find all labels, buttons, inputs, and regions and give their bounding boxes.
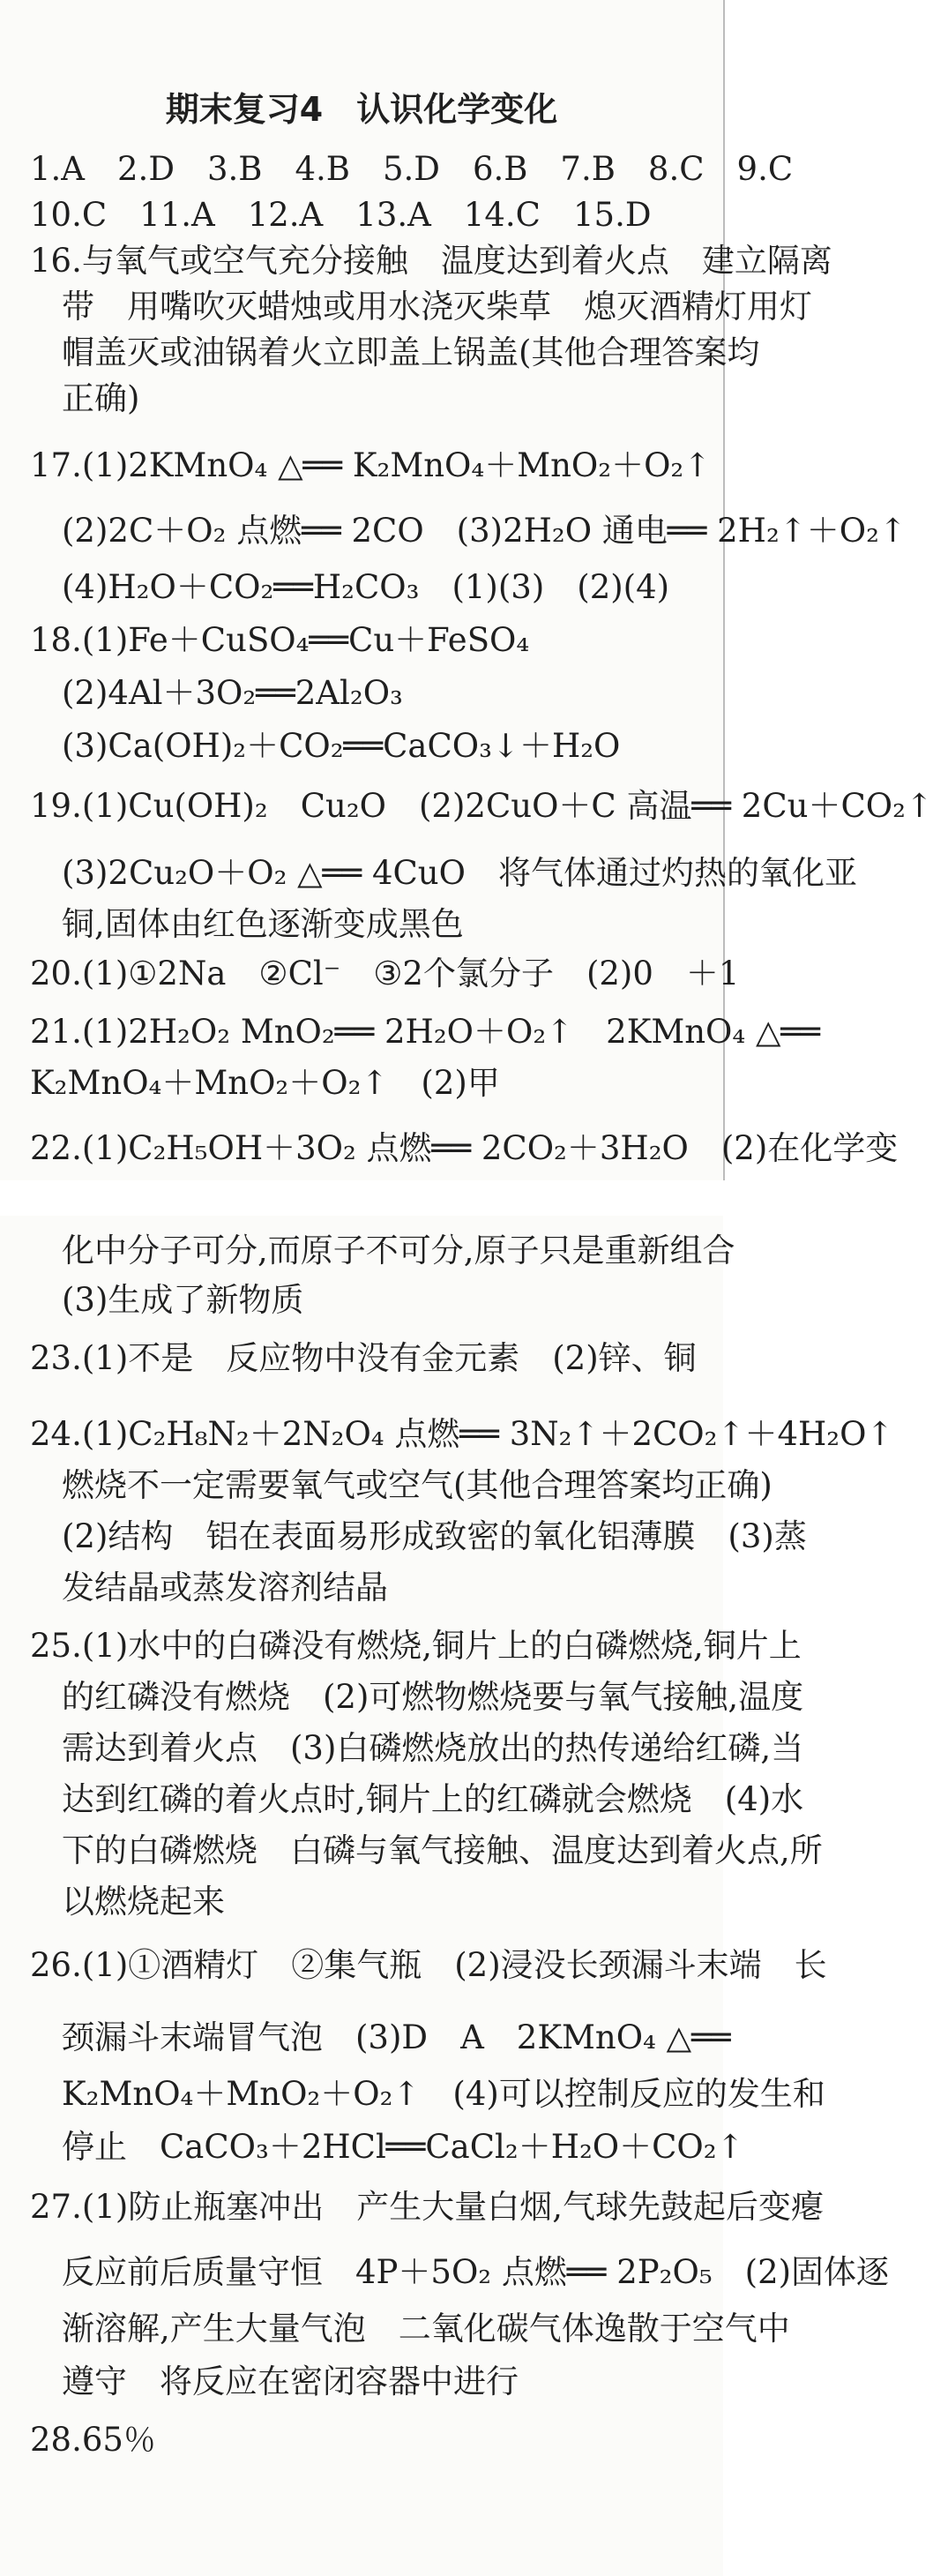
- page-title: 期末复习4 认识化学变化: [165, 90, 558, 129]
- answer-line: 带 用嘴吹灭蜡烛或用水浇灭柴草 熄灭酒精灯用灯: [62, 288, 812, 326]
- answer-line: 反应前后质量守恒 4P＋5O₂ 点燃══ 2P₂O₅ (2)固体逐: [62, 2253, 890, 2291]
- answer-line: 以燃烧起来: [62, 1883, 225, 1921]
- answer-line: 23.(1)不是 反应物中没有金元素 (2)锌、铜: [30, 1339, 697, 1377]
- answer-line: 下的白磷燃烧 白磷与氧气接触、温度达到着火点,所: [62, 1831, 823, 1869]
- answer-line: 10.C 11.A 12.A 13.A 14.C 15.D: [30, 196, 652, 234]
- answer-line: 正确): [62, 379, 140, 417]
- answer-line: (3)生成了新物质: [62, 1281, 304, 1319]
- answer-line: 的红磷没有燃烧 (2)可燃物燃烧要与氧气接触,温度: [62, 1678, 804, 1716]
- answer-line: 化中分子可分,而原子不可分,原子只是重新组合: [62, 1232, 735, 1269]
- answer-line: 17.(1)2KMnO₄ △══ K₂MnO₄＋MnO₂＋O₂↑: [30, 446, 712, 484]
- answer-line: (2)4Al＋3O₂══2Al₂O₃: [62, 674, 403, 712]
- answer-line: (2)2C＋O₂ 点燃══ 2CO (3)2H₂O 通电══ 2H₂↑＋O₂↑: [62, 512, 907, 550]
- answer-line: 燃烧不一定需要氧气或空气(其他合理答案均正确): [62, 1466, 773, 1504]
- answer-line: 达到红磷的着火点时,铜片上的红磷就会燃烧 (4)水: [62, 1780, 804, 1818]
- answer-line: 1.A 2.D 3.B 4.B 5.D 6.B 7.B 8.C 9.C: [30, 150, 794, 188]
- answer-line: 21.(1)2H₂O₂ MnO₂══ 2H₂O＋O₂↑ 2KMnO₄ △══: [30, 1013, 820, 1051]
- answer-line: 需达到着火点 (3)白磷燃烧放出的热传递给红磷,当: [62, 1729, 804, 1767]
- answer-line: 24.(1)C₂H₈N₂＋2N₂O₄ 点燃══ 3N₂↑＋2CO₂↑＋4H₂O↑: [30, 1415, 894, 1453]
- answer-card-bottom: [0, 1216, 894, 2576]
- answer-line: 帽盖灭或油锅着火立即盖上锅盖(其他合理答案均: [62, 333, 760, 371]
- answer-line: 20.(1)①2Na ②Cl⁻ ③2个氯分子 (2)0 ＋1: [30, 955, 740, 992]
- answer-card-top: [0, 0, 933, 1180]
- answer-line: 22.(1)C₂H₅OH＋3O₂ 点燃══ 2CO₂＋3H₂O (2)在化学变: [30, 1129, 899, 1167]
- answer-line: 25.(1)水中的白磷没有燃烧,铜片上的白磷燃烧,铜片上: [30, 1627, 802, 1665]
- answer-line: 渐溶解,产生大量气泡 二氧化碳气体逸散于空气中: [62, 2310, 790, 2348]
- answer-line: 颈漏斗末端冒气泡 (3)D A 2KMnO₄ △══: [62, 2018, 731, 2056]
- answer-line: K₂MnO₄＋MnO₂＋O₂↑ (4)可以控制反应的发生和: [62, 2075, 825, 2113]
- answer-line: 19.(1)Cu(OH)₂ Cu₂O (2)2CuO＋C 高温══ 2Cu＋CO₂↑: [30, 787, 933, 825]
- answer-line: 26.(1)①酒精灯 ②集气瓶 (2)浸没长颈漏斗末端 长: [30, 1946, 827, 1984]
- answer-line: 遵守 将反应在密闭容器中进行: [62, 2363, 519, 2400]
- answer-line: 28.65％: [30, 2421, 156, 2459]
- answer-line: K₂MnO₄＋MnO₂＋O₂↑ (2)甲: [30, 1064, 500, 1102]
- answer-line: 发结晶或蒸发溶剂结晶: [62, 1569, 388, 1606]
- answer-line: 18.(1)Fe＋CuSO₄══Cu＋FeSO₄: [30, 621, 530, 659]
- answer-line: (3)2Cu₂O＋O₂ △══ 4CuO 将气体通过灼热的氧化亚: [62, 854, 857, 892]
- answer-line: 铜,固体由红色逐渐变成黑色: [62, 905, 464, 943]
- answer-line: 16.与氧气或空气充分接触 温度达到着火点 建立隔离: [30, 242, 832, 280]
- answer-line: 停止 CaCO₃＋2HCl══CaCl₂＋H₂O＋CO₂↑: [62, 2128, 744, 2166]
- answer-line: 27.(1)防止瓶塞冲出 产生大量白烟,气球先鼓起后变瘪: [30, 2188, 825, 2226]
- answer-line: (3)Ca(OH)₂＋CO₂══CaCO₃↓＋H₂O: [62, 727, 621, 765]
- answer-line: (2)结构 铝在表面易形成致密的氧化铝薄膜 (3)蒸: [62, 1517, 807, 1555]
- answer-line: (4)H₂O＋CO₂══H₂CO₃ (1)(3) (2)(4): [62, 568, 670, 606]
